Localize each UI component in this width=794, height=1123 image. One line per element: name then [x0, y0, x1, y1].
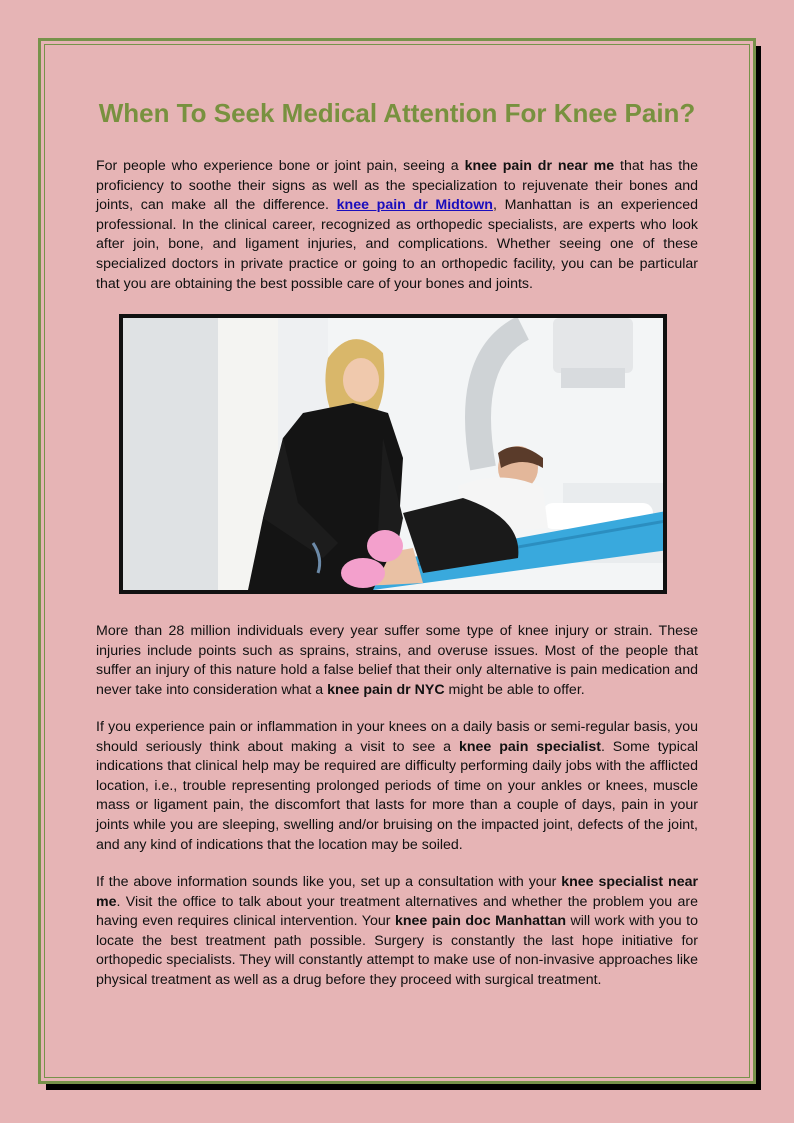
knee-exam-photo: [119, 314, 667, 594]
keyword-knee-pain-dr-near-me: knee pain dr near me: [464, 158, 615, 174]
keyword-knee-pain-specialist: knee pain specialist: [458, 738, 601, 755]
statistics-text-1: More than 28 million individuals every year suffer some type of knee injury or strain. These injuries include points such as sprains, strains, and overuse issues. Most of the people that suffer an injury of this nature hold a false belief that their only alternative is pain medication and never take into consideration what a: [96, 623, 698, 698]
keyword-knee-pain-doc-manhattan: knee pain doc Manhattan: [394, 913, 567, 930]
knee-pain-dr-midtown-link[interactable]: knee pain dr Midtown: [336, 197, 493, 214]
intro-text-1: For people who experience bone or joint pain, seeing a: [96, 158, 465, 174]
keyword-knee-specialist-near-me: knee specialist near me: [96, 874, 699, 910]
consultation-text-3: will work with you to locate the best treatment path possible. Surgery is constantly the last hope initiative for orthopedic specialists. They will constantly attempt to make use of non-invasive approaches like physical treatment as well as a drug before they proceed with surgical treatment.: [96, 913, 698, 988]
keyword-knee-pain-dr-nyc: knee pain dr NYC: [327, 681, 445, 698]
photo-illustration: [123, 318, 663, 590]
symptoms-text-1: If you experience pain or inflammation in your knees on a daily basis or semi-regular basis, you should seriously think about making a visit to see a: [96, 719, 698, 755]
consultation-paragraph: [96, 873, 698, 991]
symptoms-text-2: . Some typical indications that clinical help may be required are difficulty performing daily jobs with the afflicted location, i.e., trouble representing prolonged periods of time on your ankles or knees, muscle mass or ligament pain, the discomfort that lasts for more than a couple of days, pain in your joints while you are sleeping, swelling and/or bruising on the impacted joint, defects of the joint, and any kind of indications that the location may be soiled.: [96, 738, 698, 853]
intro-text-3: , Manhattan is an experienced professional. In the clinical career, recognized as orthopedic specialists, are experts who look after join, bone, and ligament injuries, and complications. Whether seeing one of these specialized doctors in private practice or going to an orthopedic facility, you can be particular that you are obtaining the best possible care of your bones and joints.: [96, 197, 698, 292]
intro-text-2: that has the proficiency to soothe their signs as well as the specialization to rejuvenate their bones and joints, can make all the difference.: [96, 158, 698, 214]
symptoms-paragraph: [96, 718, 698, 855]
statistics-text-2: might be able to offer.: [444, 681, 585, 698]
consultation-text-1: If the above information sounds like you, set up a consultation with your: [96, 874, 562, 890]
statistics-paragraph: [96, 622, 698, 700]
consultation-text-2: . Visit the office to talk about your treatment alternatives and whether the problem you are having even requires clinical intervention. Your: [96, 893, 698, 930]
intro-paragraph: [96, 157, 698, 294]
page-title: When To Seek Medical Attention For Knee Pain?: [98, 98, 696, 128]
